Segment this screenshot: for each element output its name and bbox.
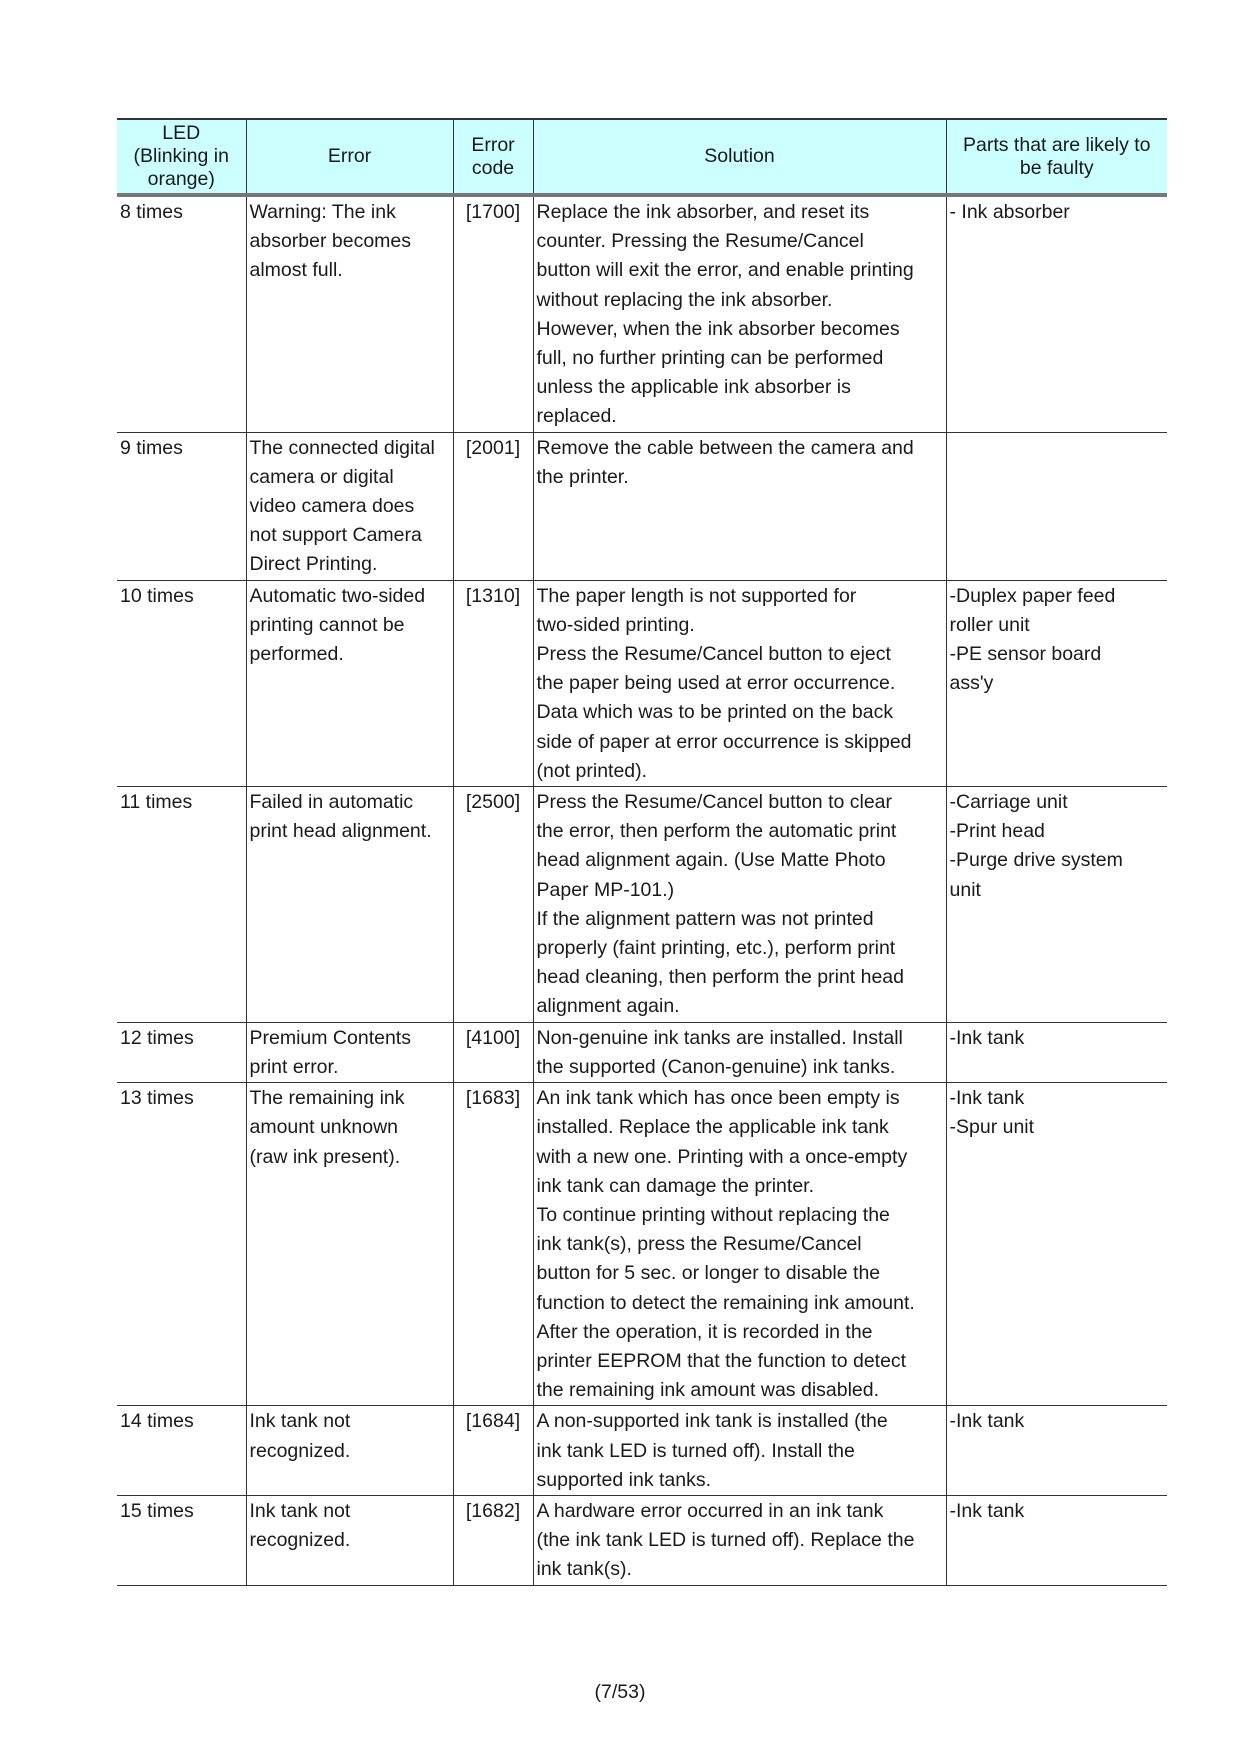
cell-error-code: [4100] — [453, 1022, 533, 1082]
cell-error-code: [1700] — [453, 195, 533, 432]
table-header — [117, 119, 1167, 195]
table-row — [117, 580, 1167, 786]
cell-parts: -Ink tank -Spur unit — [946, 1083, 1167, 1406]
header-solution: Solution — [533, 119, 946, 195]
table-row — [117, 432, 1167, 580]
cell-error-code: [2500] — [453, 787, 533, 1023]
cell-error-code: [2001] — [453, 432, 533, 580]
cell-error: Ink tank not recognized. — [246, 1495, 453, 1585]
cell-error-code: [1310] — [453, 580, 533, 786]
cell-parts: -Ink tank — [946, 1495, 1167, 1585]
cell-solution: A non-supported ink tank is installed (the ink tank LED is turned off). Install the supported ink tanks. — [533, 1406, 946, 1496]
cell-parts: -Ink tank — [946, 1022, 1167, 1082]
cell-solution: Press the Resume/Cancel button to clear the error, then perform the automatic print head alignment again. (Use Matte Photo Paper MP-101.) If the alignment pattern was not printed properly (faint printing, etc.), perform print head cleaning, then perform the print head alignment again. — [533, 787, 946, 1023]
cell-solution: The paper length is not supported for two-sided printing. Press the Resume/Cancel button to eject the paper being used at error occurrence. Data which was to be printed on the back side of paper at error occurrence is skipped (not printed). — [533, 580, 946, 786]
header-error: Error — [246, 119, 453, 195]
cell-led: 14 times — [117, 1406, 246, 1496]
cell-solution: Replace the ink absorber, and reset its counter. Pressing the Resume/Cancel button will exit the error, and enable printing without replacing the ink absorber. However, when the ink absorber becomes full, no further printing can be performed unless the applicable ink absorber is replaced. — [533, 195, 946, 432]
cell-error: Warning: The ink absorber becomes almost full. — [246, 195, 453, 432]
cell-error: Ink tank not recognized. — [246, 1406, 453, 1496]
cell-led: 8 times — [117, 195, 246, 432]
header-led: LED (Blinking in orange) — [117, 119, 246, 195]
error-code-table — [117, 118, 1167, 1586]
table-row — [117, 1406, 1167, 1496]
cell-parts: -Ink tank — [946, 1406, 1167, 1496]
header-parts: Parts that are likely to be faulty — [946, 119, 1167, 195]
page-number: (7/53) — [594, 1681, 646, 1703]
cell-led: 9 times — [117, 432, 246, 580]
cell-error: The connected digital camera or digital video camera does not support Camera Direct Printing. — [246, 432, 453, 580]
table-row — [117, 1083, 1167, 1406]
cell-parts — [946, 432, 1167, 580]
cell-led: 15 times — [117, 1495, 246, 1585]
cell-led: 10 times — [117, 580, 246, 786]
table-row — [117, 195, 1167, 432]
cell-solution: Remove the cable between the camera and the printer. — [533, 432, 946, 580]
cell-solution: Non-genuine ink tanks are installed. Install the supported (Canon-genuine) ink tanks. — [533, 1022, 946, 1082]
cell-parts: -Carriage unit -Print head -Purge drive system unit — [946, 787, 1167, 1023]
cell-error-code: [1684] — [453, 1406, 533, 1496]
cell-led: 11 times — [117, 787, 246, 1023]
table-row — [117, 1495, 1167, 1585]
table-row — [117, 1022, 1167, 1082]
cell-parts: - Ink absorber — [946, 195, 1167, 432]
table-body — [117, 195, 1167, 1585]
cell-parts: -Duplex paper feed roller unit -PE sensor board ass'y — [946, 580, 1167, 786]
cell-error: Premium Contents print error. — [246, 1022, 453, 1082]
cell-solution: A hardware error occurred in an ink tank (the ink tank LED is turned off). Replace the ink tank(s). — [533, 1495, 946, 1585]
cell-solution: An ink tank which has once been empty is installed. Replace the applicable ink tank with a new one. Printing with a once-empty ink tank can damage the printer. To continue printing without replacing the ink tank(s), press the Resume/Cancel button for 5 sec. or longer to disable the function to detect the remaining ink amount. After the operation, it is recorded in the printer EEPROM that the function to detect the remaining ink amount was disabled. — [533, 1083, 946, 1406]
cell-led: 13 times — [117, 1083, 246, 1406]
cell-error: The remaining ink amount unknown (raw ink present). — [246, 1083, 453, 1406]
cell-error-code: [1682] — [453, 1495, 533, 1585]
table-row — [117, 787, 1167, 1023]
cell-led: 12 times — [117, 1022, 246, 1082]
cell-error: Automatic two-sided printing cannot be performed. — [246, 580, 453, 786]
cell-error: Failed in automatic print head alignment. — [246, 787, 453, 1023]
header-error-code: Error code — [453, 119, 533, 195]
cell-error-code: [1683] — [453, 1083, 533, 1406]
